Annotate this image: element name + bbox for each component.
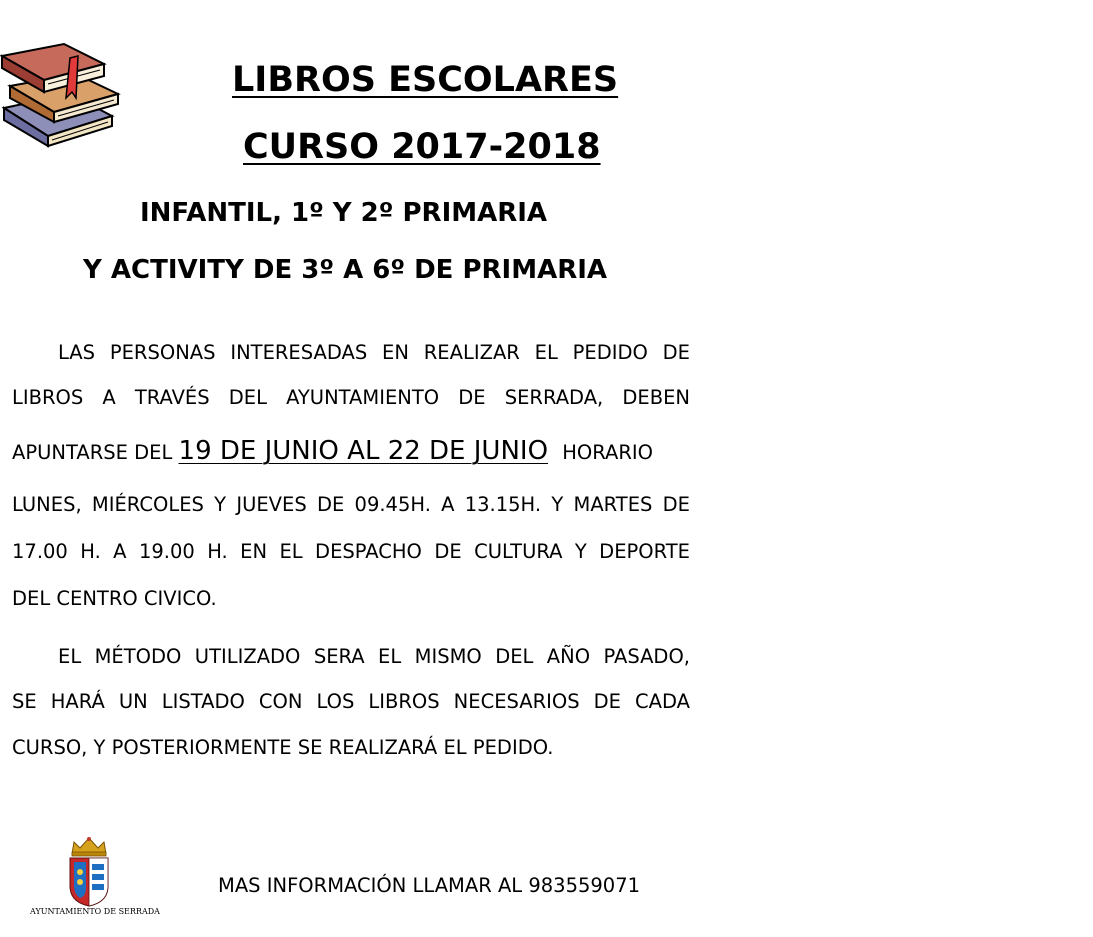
subtitle-activity: Y ACTIVITY DE 3º A 6º DE PRIMARIA <box>83 255 608 285</box>
paragraph-1-line-1: LAS PERSONAS INTERESADAS EN REALIZAR EL PEDIDO DE <box>58 341 690 364</box>
paragraph-2-line-1: EL MÉTODO UTILIZADO SERA EL MISMO DEL AÑO PASADO, <box>58 645 690 668</box>
paragraph-2-line-2: SE HARÁ UN LISTADO CON LOS LIBROS NECESARIOS DE CADA <box>12 690 690 713</box>
crest-caption: AYUNTAMIENTO DE SERRADA <box>30 907 160 916</box>
paragraph-1-line-2: LIBROS A TRAVÉS DEL AYUNTAMIENTO DE SERRADA, DEBEN <box>12 386 690 409</box>
paragraph-1-line-3 <box>12 436 690 468</box>
paragraph-2-line-3: CURSO, Y POSTERIORMENTE SE REALIZARÁ EL PEDIDO. <box>12 736 554 759</box>
paragraph-1-line-5: 17.00 H. A 19.00 H. EN EL DESPACHO DE CULTURA Y DEPORTE <box>12 540 690 563</box>
page-title: LIBROS ESCOLARES <box>232 60 619 100</box>
signup-dates: 19 DE JUNIO AL 22 DE JUNIO <box>178 436 549 466</box>
schedule-label: HORARIO <box>562 441 653 464</box>
subtitle-levels: INFANTIL, 1º Y 2º PRIMARIA <box>140 198 548 228</box>
school-year-title: CURSO 2017-2018 <box>243 127 601 167</box>
paragraph-1-line-6: DEL CENTRO CIVICO. <box>12 587 217 610</box>
coat-of-arms-icon <box>64 836 114 908</box>
books-stack-icon <box>0 38 135 150</box>
paragraph-1-line-4: LUNES, MIÉRCOLES Y JUEVES DE 09.45H. A 13.15H. Y MARTES DE <box>12 493 690 516</box>
signup-label: APUNTARSE DEL <box>12 441 173 464</box>
contact-info: MAS INFORMACIÓN LLAMAR AL 983559071 <box>218 874 641 897</box>
